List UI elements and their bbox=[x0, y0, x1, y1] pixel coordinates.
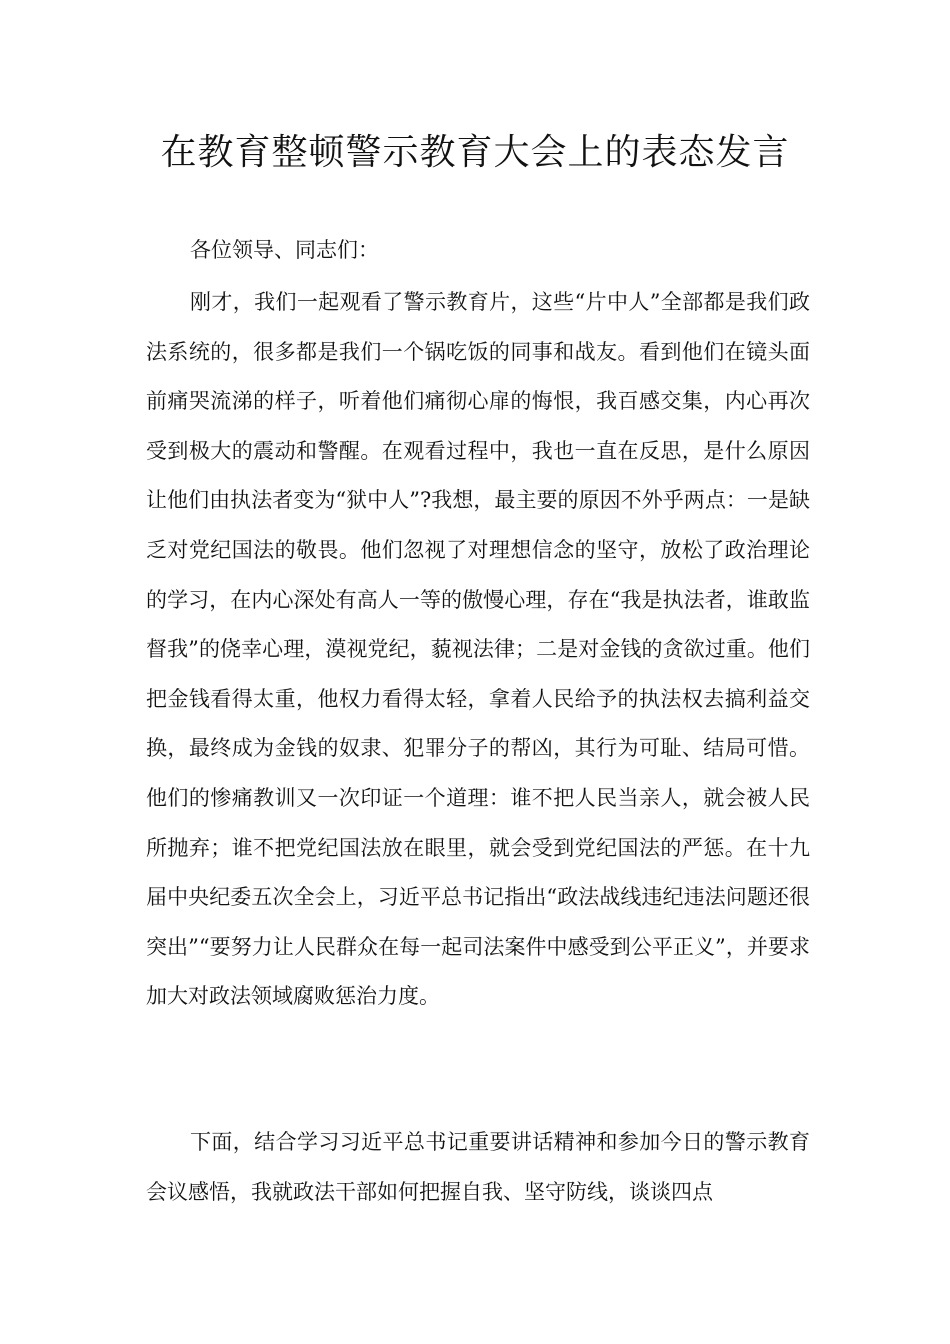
document-title: 在教育整顿警示教育大会上的表态发言 bbox=[160, 132, 790, 173]
salutation: 各位领导、同志们： bbox=[190, 238, 379, 262]
paragraph-1: 刚才，我们一起观看了警示教育片，这些“片中人”全部都是我们政法系统的，很多都是我们一个锅吃饭的同事和战友。看到他们在镜头面前痛哭流涕的样子，听着他们痛彻心扉的悔恨，我百感交集，内心再次受到极大的震动和警醒。在观看过程中，我也一直在反思，是什么原因让他们由执法者变为“狱中人”?我想，最主要的原因不外乎两点：一是缺乏对党纪国法的敬畏。他们忽视了对理想信念的坚守，放松了政治理论的学习，在内心深处有高人一等的傲慢心理，存在“我是执法者，谁敢监督我”的侥幸心理，漠视党纪，藐视法律；二是对金钱的贪欲过重。他们把金钱看得太重，他权力看得太轻，拿着人民给予的执法权去搞利益交换，最终成为金钱的奴隶、犯罪分子的帮凶，其行为可耻、结局可惜。他们的惨痛教训又一次印证一个道理：谁不把人民当亲人，就会被人民所抛弃；谁不把党纪国法放在眼里，就会受到党纪国法的严惩。在十九届中央纪委五次全会上，习近平总书记指出“政法战线违纪违法问题还很突出”“要努力让人民群众在每一起司法案件中感受到公平正义”，并要求加大对政法领域腐败惩治力度。 bbox=[146, 290, 810, 1009]
paragraph-2: 下面，结合学习习近平总书记重要讲话精神和参加今日的警示教育会议感悟，我就政法干部如何把握自我、坚守防线，谈谈四点 bbox=[146, 1130, 810, 1204]
